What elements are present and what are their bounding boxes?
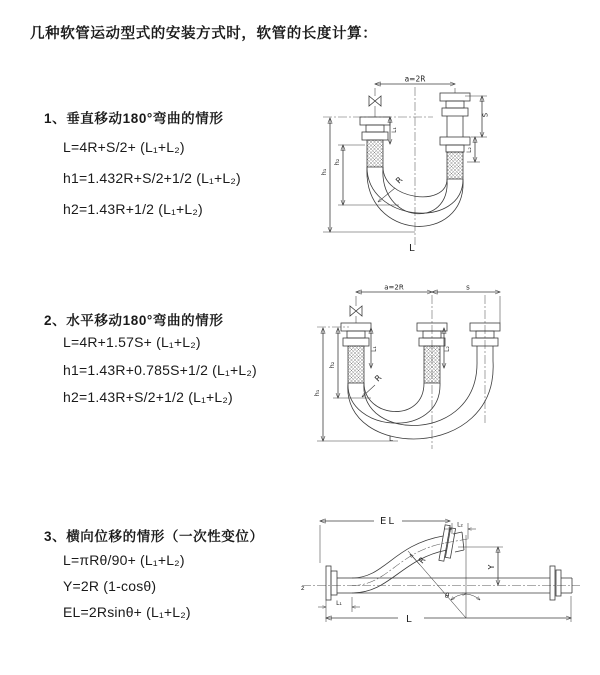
hose-displaced-position <box>352 536 470 593</box>
dim-label-l2: L₂ <box>457 521 463 529</box>
left-pipe-fitting <box>360 117 390 167</box>
formula-line: L=πRθ/90+ (L₁+L₂) <box>63 552 185 568</box>
hose-u-bend <box>348 361 493 439</box>
section-2-heading: 2、水平移动180°弯曲的情形 <box>44 313 224 328</box>
diagram-lateral-displacement <box>300 505 595 645</box>
dim-label-s: S <box>481 112 490 118</box>
formula-line: h1=1.432R+S/2+1/2 (L₁+L₂) <box>63 170 241 186</box>
formula-line: L=4R+S/2+ (L₁+L₂) <box>63 139 185 155</box>
formula-line: h2=1.43R+1/2 (L₁+L₂) <box>63 201 203 217</box>
valve-icon <box>350 306 356 316</box>
dim-label-r: R <box>394 175 405 186</box>
dim-label-l1: L₁ <box>371 346 378 352</box>
formula-line: h1=1.43R+0.785S+1/2 (L₁+L₂) <box>63 362 257 378</box>
dim-label-a2r: a=2R <box>404 74 426 84</box>
angle-arc <box>451 594 466 600</box>
diagram-vertical-180-bend <box>315 72 540 257</box>
dim-label-l: L <box>389 435 393 443</box>
formula-line: L=4R+1.57S+ (L₁+L₂) <box>63 334 201 350</box>
dim-label-s: s <box>466 283 470 292</box>
braided-hose-section <box>367 140 383 167</box>
section-3-heading: 3、横向位移的情形（一次性变位） <box>44 529 264 544</box>
dim-label-l1: L₁ <box>391 127 398 133</box>
dim-label-h1: h₁ <box>313 389 321 397</box>
valve-icon <box>369 96 375 106</box>
formula-line: h2=1.43R+S/2+1/2 (L₁+L₂) <box>63 389 233 405</box>
valve-icon <box>356 306 362 316</box>
axis-mark-z: z <box>301 584 305 592</box>
fixed-pipe-fitting <box>341 323 371 383</box>
dim-label-h2: h₂ <box>328 361 336 369</box>
dim-label-y: Y <box>487 564 496 570</box>
braided-hose-section <box>424 346 440 383</box>
section-1-heading: 1、垂直移动180°弯曲的情形 <box>44 111 224 126</box>
braided-hose-section <box>447 152 463 179</box>
formula-line: EL=2Rsinθ+ (L₁+L₂) <box>63 604 191 620</box>
angle-arc <box>466 594 480 600</box>
braided-hose-section <box>348 346 364 383</box>
dim-label-a2r: a=2R <box>384 283 404 292</box>
dim-label-l: L <box>406 614 412 625</box>
dim-label-l: L <box>409 243 415 254</box>
dim-label-r: R <box>416 555 428 566</box>
upper-flange <box>439 525 464 561</box>
dim-label-el: EL <box>380 516 396 527</box>
diagram-horizontal-180-bend <box>313 283 548 458</box>
dim-label-l2: L₂ <box>444 346 451 352</box>
right-flange <box>550 566 572 600</box>
dim-label-h2: h₂ <box>333 158 341 166</box>
valve-icon <box>375 96 381 106</box>
dim-label-h1: h₁ <box>320 168 328 176</box>
left-flange <box>326 566 352 600</box>
page-title: 几种软管运动型式的安装方式时，软管的长度计算： <box>30 26 378 42</box>
dim-label-l2: L₂ <box>466 147 473 153</box>
dim-label-l1: L₁ <box>336 600 342 607</box>
right-pipe-fitting <box>440 93 470 179</box>
dim-label-r: R <box>373 373 384 384</box>
dim-label-theta: θ <box>445 592 450 600</box>
formula-line: Y=2R (1-cosθ) <box>63 578 157 594</box>
